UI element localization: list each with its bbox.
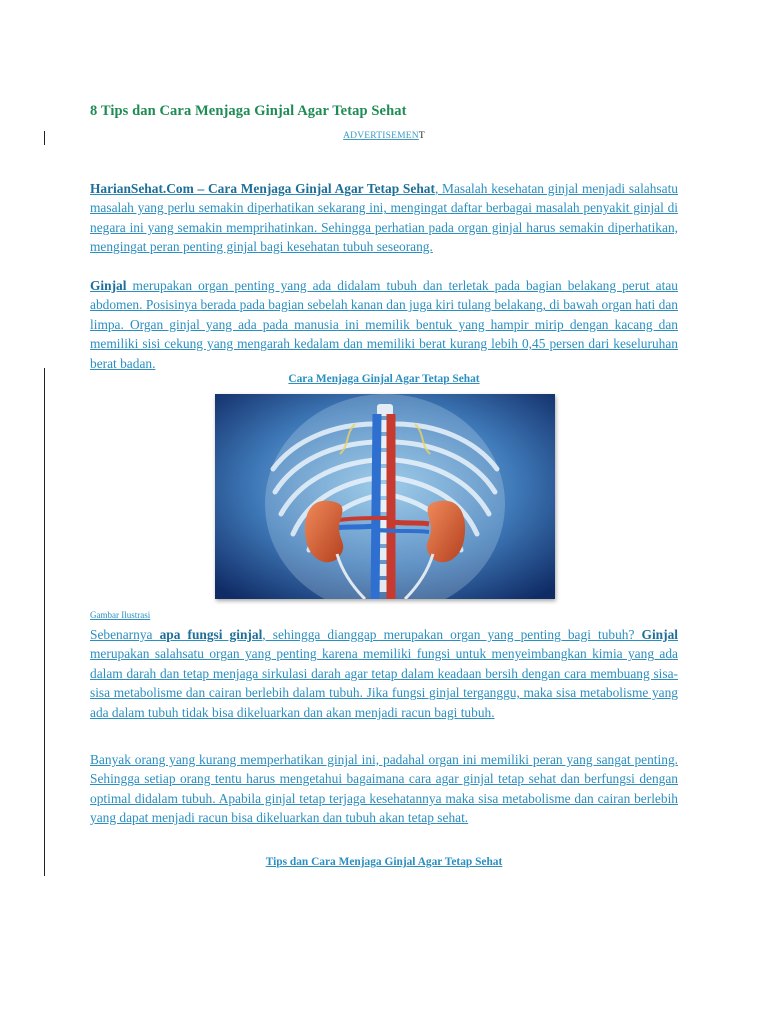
fungsi-paragraph [90, 625, 678, 722]
advertisement-text-end: T [418, 131, 425, 141]
banyak-paragraph: Banyak orang yang kurang memperhatikan ginjal ini, padahal organ ini memiliki peran yang sangat penting. Sehingga setiap orang tentu harus mengetahui bagaimana cara agar ginjal tetap sehat dan berfungsi dengan optimal didalam tubuh. Apabila ginjal tetap terjaga kesehatannya maka sisa metabolisme dan cairan berlebih yang dapat menjadi racun bisa dikeluarkan dan tubuh akan tetap sehat. [90, 752, 678, 826]
kidney-illustration [215, 394, 555, 599]
fungsi-pre: Sebenarnya [90, 627, 160, 642]
image-label: Gambar Ilustrasi [90, 610, 151, 620]
advertisement-text[interactable]: ADVERTISEMEN [343, 131, 419, 141]
article-title: 8 Tips dan Cara Menjaga Ginjal Agar Tetap Sehat [90, 103, 407, 119]
advertisement-label[interactable] [0, 131, 768, 141]
ginjal-text: merupakan organ penting yang ada didalam tubuh dan terletak pada bagian belakang perut atau abdomen. Posisinya berada pada bagian sebelah kanan dan juga kiri tulang belakang, di bawah organ hati dan limpa. Organ ginjal yang ada pada manusia ini memilik bentuk yang hampir mirip dengan kacang dan memiliki sisi cekung yang mengarah kedalam dan memiliki berat kurang lebih 0,45 persen dari keseluruhan berat badan. [90, 278, 678, 371]
ginjal-keyword[interactable]: Ginjal [90, 278, 127, 293]
image-caption-link[interactable]: Cara Menjaga Ginjal Agar Tetap Sehat [288, 373, 480, 385]
fungsi-text: merupakan salahsatu organ yang penting karena memiliki fungsi untuk menyeimbangkan kimia yang ada dalam darah dan tetap menjaga sirkulasi darah agar tetap dalam keadaan bersih dengan cara membuang sisa-sisa metabolisme dan cairan berlebih dalam tubuh. Jika fungsi ginjal terganggu, maka sisa metabolisme yang ada dalam tubuh tidak bisa dikeluarkan dan akan menjadi racun bagi tubuh. [90, 646, 678, 720]
left-margin-line-main [44, 368, 45, 876]
fungsi-ginjal-link[interactable]: apa fungsi ginjal [159, 627, 263, 642]
intro-text: , Masalah kesehatan ginjal menjadi salahsatu masalah yang perlu semakin diperhatikan sekarang ini, mengingat daftar berbagai masalah penyakit ginjal di negara ini yang semakin memprihatinkan. Sehingga perhatian pada organ ginjal harus semakin diperhatikan, mengingat peran penting ginjal bagi kesehatan tubuh seseorang. [90, 181, 679, 255]
site-link[interactable]: HarianSehat.Com – Cara Menjaga Ginjal Agar Tetap Sehat [90, 181, 435, 196]
ginjal-paragraph [90, 276, 678, 373]
section-heading-link[interactable]: Tips dan Cara Menjaga Ginjal Agar Tetap Sehat [265, 856, 503, 868]
kidney-illustration-svg [215, 394, 555, 599]
intro-paragraph [90, 179, 678, 257]
ginjal-keyword-2[interactable]: Ginjal [641, 627, 678, 642]
fungsi-mid: , sehingga dianggap merupakan organ yang penting bagi tubuh? [262, 627, 642, 642]
